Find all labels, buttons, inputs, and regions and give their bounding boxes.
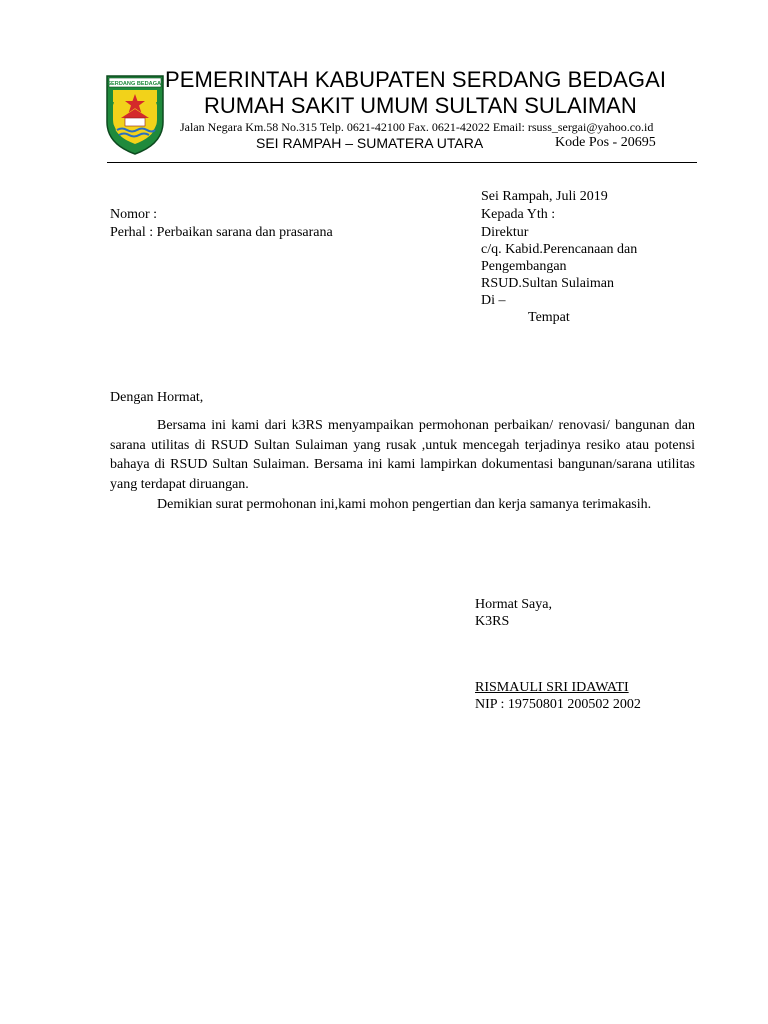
salutation: Dengan Hormat,	[110, 390, 204, 405]
recipient-line: Kepada Yth :	[481, 207, 556, 222]
recipient-line: RSUD.Sultan Sulaiman	[481, 276, 615, 291]
letter-subject: Perhal : Perbaikan sarana dan prasarana	[110, 225, 333, 240]
postal-code: Kode Pos - 20695	[555, 135, 656, 150]
recipient-line: Tempat	[528, 310, 570, 325]
hospital-heading: RUMAH SAKIT UMUM SULTAN SULAIMAN	[204, 93, 637, 118]
signer-unit: K3RS	[475, 614, 510, 629]
logo-banner-text: SERDANG BEDAGAI	[107, 81, 163, 87]
signer-nip: NIP : 19750801 200502 2002	[475, 697, 641, 712]
hospital-address: Jalan Negara Km.58 No.315 Telp. 0621-42100 Fax. 0621-42022 Email: rsuss_sergai@yahoo.co.id	[180, 120, 654, 134]
regency-emblem-logo	[103, 72, 167, 156]
recipient-line: Di –	[481, 293, 506, 308]
government-heading: PEMERINTAH KABUPATEN SERDANG BEDAGAI	[165, 67, 667, 92]
recipient-line: c/q. Kabid.Perencanaan dan	[481, 242, 638, 257]
closing-phrase: Hormat Saya,	[475, 597, 552, 612]
body-paragraph-2: Demikian surat permohonan ini,kami mohon pengertian dan kerja samanya terimakasih.	[157, 497, 652, 512]
recipient-line: Pengembangan	[481, 259, 567, 274]
hospital-city: SEI RAMPAH – SUMATERA UTARA	[256, 135, 484, 151]
recipient-line: Direktur	[481, 225, 529, 240]
body-paragraph-1: Bersama ini kami dari k3RS menyampaikan permohonan perbaikan/ renovasi/ bangunan dan sarana utilitas di RSUD Sultan Sulaiman yang rusak ,untuk mencegah terjadinya resiko atau potensi bahaya di RSUD Sultan Sulaiman. Bersama ini kami lampirkan dokumentasi bangunan/sarana utilitas yang terdapat diruangan.	[110, 418, 695, 492]
signer-name: RISMAULI SRI IDAWATI	[475, 680, 629, 695]
place-date: Sei Rampah, Juli 2019	[481, 189, 608, 204]
letterhead-divider	[107, 162, 697, 163]
letter-number: Nomor :	[110, 207, 158, 222]
